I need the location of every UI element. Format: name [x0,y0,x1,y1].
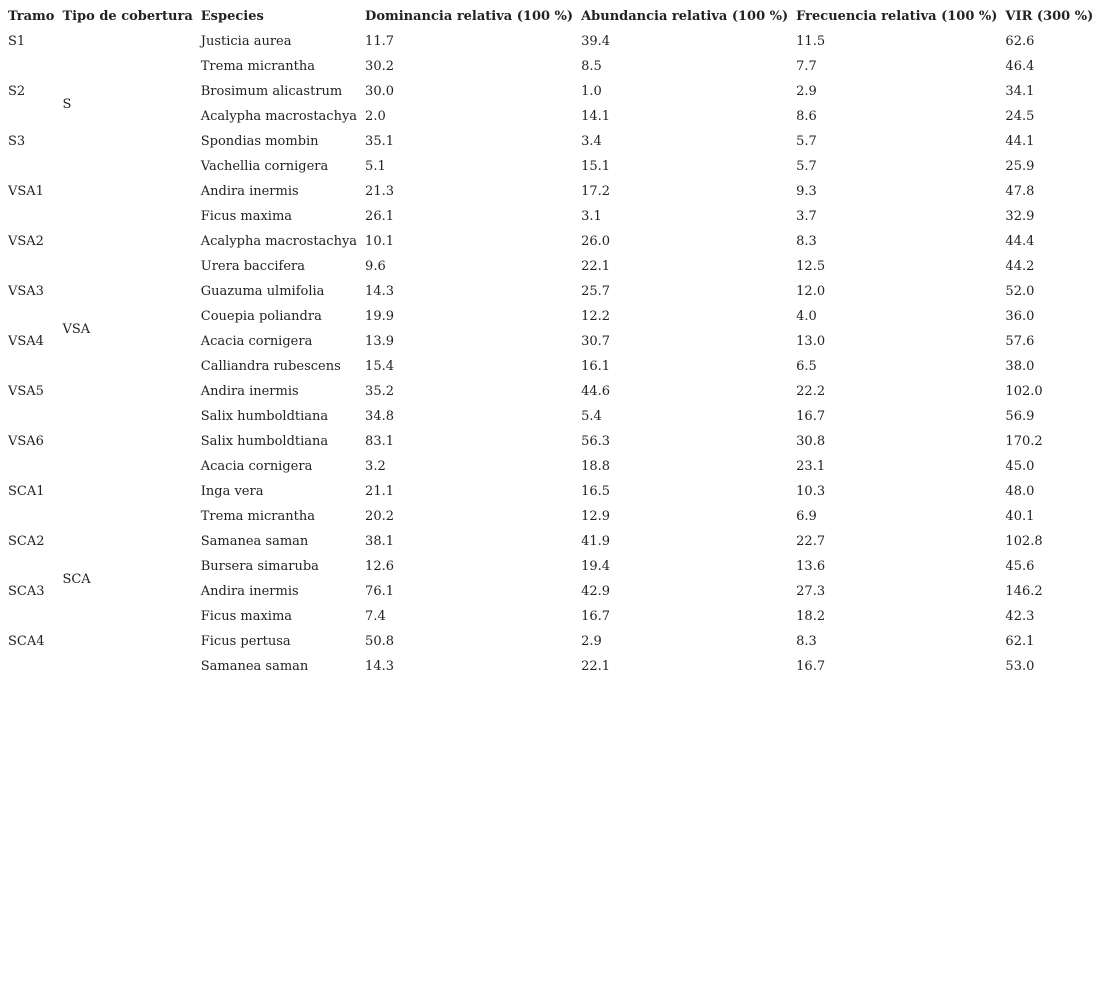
dominancia-cell: 13.9 [365,334,394,349]
vir-cell: 44.1 [1005,134,1035,149]
especie-cell: Justicia aurea [200,34,292,49]
abundancia-cell: 22.1 [581,659,611,674]
abundancia-cell: 14.1 [581,109,611,124]
header-especies: Especies [200,9,264,24]
abundancia-cell: 26.0 [581,234,611,249]
dominancia-cell: 35.2 [365,384,394,399]
abundancia-cell: 15.1 [581,159,611,174]
tramo-cell-empty [4,304,58,329]
dominancia-cell: 21.3 [365,184,394,199]
frecuencia-cell: 5.7 [796,159,817,174]
frecuencia-cell: 8.3 [796,234,817,249]
frecuencia-cell: 16.7 [796,659,826,674]
vir-cell: 62.6 [1005,34,1035,49]
header-vir: VIR (300 %) [1005,9,1094,24]
abundancia-cell: 18.8 [581,459,611,474]
tramo-cell: SCA3 [8,584,45,599]
especie-cell: Bursera simaruba [200,559,319,574]
especie-cell: Acacia cornigera [200,334,313,349]
header-tipo-cobertura: Tipo de cobertura [62,9,193,24]
vir-cell: 46.4 [1005,59,1035,74]
abundancia-cell: 25.7 [581,284,611,299]
abundancia-cell: 1.0 [581,84,602,99]
vir-cell: 44.4 [1005,234,1035,249]
dominancia-cell: 83.1 [365,434,394,449]
especie-cell: Salix humboldtiana [200,434,329,449]
abundancia-cell: 12.2 [581,309,611,324]
frecuencia-cell: 10.3 [796,484,826,499]
dominancia-cell: 76.1 [365,584,394,599]
frecuencia-cell: 4.0 [796,309,817,324]
abundancia-cell: 44.6 [581,384,611,399]
dominancia-cell: 38.1 [365,534,394,549]
tramo-cell: VSA5 [8,384,44,399]
abundancia-cell: 39.4 [581,34,611,49]
especie-cell: Brosimum alicastrum [200,84,343,99]
especie-cell: Ficus pertusa [200,634,291,649]
dominancia-cell: 21.1 [365,484,394,499]
tramo-cell-empty [4,654,58,679]
dominancia-cell: 12.6 [365,559,394,574]
frecuencia-cell: 22.2 [796,384,826,399]
tramo-cell-empty [4,104,58,129]
frecuencia-cell: 23.1 [796,459,826,474]
vir-cell: 102.0 [1005,384,1043,399]
species-table [4,4,1097,679]
frecuencia-cell: 13.0 [796,334,826,349]
abundancia-cell: 3.4 [581,134,602,149]
especie-cell: Andira inermis [200,384,299,399]
abundancia-cell: 16.1 [581,359,611,374]
tipo-cobertura-cell: SCA [62,571,91,587]
frecuencia-cell: 2.9 [796,84,817,99]
especie-cell: Samanea saman [200,534,309,549]
abundancia-cell: 16.7 [581,609,611,624]
dominancia-cell: 2.0 [365,109,386,124]
tramo-cell: VSA2 [8,234,44,249]
tipo-cobertura-cell: VSA [62,321,91,337]
table-row [4,29,1097,54]
tramo-cell: VSA3 [8,284,44,299]
dominancia-cell: 35.1 [365,134,394,149]
especie-cell: Spondias mombin [200,134,319,149]
tramo-cell: S1 [8,34,26,49]
dominancia-cell: 20.2 [365,509,394,524]
frecuencia-cell: 9.3 [796,184,817,199]
tramo-cell: VSA6 [8,434,44,449]
tramo-cell: VSA1 [8,184,44,199]
vir-cell: 40.1 [1005,509,1035,524]
table-row [4,479,1097,504]
frecuencia-cell: 12.0 [796,284,826,299]
dominancia-cell: 3.2 [365,459,386,474]
tramo-cell-empty [4,354,58,379]
especie-cell: Andira inermis [200,184,299,199]
tramo-cell-empty [4,554,58,579]
frecuencia-cell: 27.3 [796,584,826,599]
tipo-cobertura-cell: S [62,96,72,112]
tramo-cell: VSA4 [8,334,44,349]
vir-cell: 56.9 [1005,409,1035,424]
frecuencia-cell: 3.7 [796,209,817,224]
tramo-cell: SCA2 [8,534,45,549]
frecuencia-cell: 6.9 [796,509,817,524]
dominancia-cell: 19.9 [365,309,394,324]
especie-cell: Acalypha macrostachya [200,109,358,124]
abundancia-cell: 12.9 [581,509,611,524]
abundancia-cell: 22.1 [581,259,611,274]
vir-cell: 45.0 [1005,459,1035,474]
frecuencia-cell: 5.7 [796,134,817,149]
especie-cell: Guazuma ulmifolia [200,284,325,299]
especie-cell: Vachellia cornigera [200,159,329,174]
tramo-cell-empty [4,254,58,279]
vir-cell: 32.9 [1005,209,1035,224]
especie-cell: Ficus maxima [200,609,293,624]
dominancia-cell: 50.8 [365,634,394,649]
abundancia-cell: 5.4 [581,409,602,424]
abundancia-cell: 8.5 [581,59,602,74]
vir-cell: 34.1 [1005,84,1035,99]
frecuencia-cell: 30.8 [796,434,826,449]
tramo-cell-empty [4,54,58,79]
abundancia-cell: 19.4 [581,559,611,574]
header-frecuencia: Frecuencia relativa (100 %) [796,9,998,24]
especie-cell: Urera baccifera [200,259,305,274]
abundancia-cell: 56.3 [581,434,611,449]
especie-cell: Trema micrantha [200,59,315,74]
dominancia-cell: 26.1 [365,209,394,224]
vir-cell: 36.0 [1005,309,1035,324]
frecuencia-cell: 8.3 [796,634,817,649]
frecuencia-cell: 18.2 [796,609,826,624]
frecuencia-cell: 12.5 [796,259,826,274]
vir-cell: 47.8 [1005,184,1035,199]
header-abundancia: Abundancia relativa (100 %) [581,9,789,24]
abundancia-cell: 2.9 [581,634,602,649]
dominancia-cell: 7.4 [365,609,386,624]
tramo-cell: SCA4 [8,634,45,649]
vir-cell: 53.0 [1005,659,1035,674]
especie-cell: Samanea saman [200,659,309,674]
dominancia-cell: 9.6 [365,259,386,274]
vir-cell: 146.2 [1005,584,1043,599]
header-tramo: Tramo [8,9,55,24]
especie-cell: Acalypha macrostachya [200,234,358,249]
especie-cell: Andira inermis [200,584,299,599]
vir-cell: 52.0 [1005,284,1035,299]
tramo-cell-empty [4,604,58,629]
vir-cell: 170.2 [1005,434,1043,449]
abundancia-cell: 30.7 [581,334,611,349]
frecuencia-cell: 8.6 [796,109,817,124]
dominancia-cell: 30.2 [365,59,394,74]
abundancia-cell: 17.2 [581,184,611,199]
abundancia-cell: 41.9 [581,534,611,549]
tramo-cell-empty [4,204,58,229]
tramo-cell: SCA1 [8,484,45,499]
tramo-cell: S2 [8,84,26,99]
tramo-cell-empty [4,454,58,479]
dominancia-cell: 15.4 [365,359,394,374]
especie-cell: Ficus maxima [200,209,293,224]
frecuencia-cell: 11.5 [796,34,826,49]
tramo-cell-empty [4,504,58,529]
table-row [4,179,1097,204]
tramo-cell: S3 [8,134,26,149]
vir-cell: 102.8 [1005,534,1043,549]
dominancia-cell: 11.7 [365,34,394,49]
vir-cell: 44.2 [1005,259,1035,274]
dominancia-cell: 34.8 [365,409,394,424]
especie-cell: Calliandra rubescens [200,359,341,374]
tramo-cell-empty [4,404,58,429]
vir-cell: 48.0 [1005,484,1035,499]
frecuencia-cell: 22.7 [796,534,826,549]
tramo-cell-empty [4,154,58,179]
header-dominancia: Dominancia relativa (100 %) [365,9,574,24]
especie-cell: Couepia poliandra [200,309,322,324]
header-row [4,4,1097,29]
frecuencia-cell: 6.5 [796,359,817,374]
dominancia-cell: 5.1 [365,159,386,174]
vir-cell: 38.0 [1005,359,1035,374]
frecuencia-cell: 13.6 [796,559,826,574]
dominancia-cell: 14.3 [365,284,394,299]
vir-cell: 57.6 [1005,334,1035,349]
dominancia-cell: 30.0 [365,84,394,99]
vir-cell: 42.3 [1005,609,1035,624]
vir-cell: 25.9 [1005,159,1035,174]
dominancia-cell: 14.3 [365,659,394,674]
especie-cell: Acacia cornigera [200,459,313,474]
frecuencia-cell: 7.7 [796,59,817,74]
vir-cell: 62.1 [1005,634,1035,649]
especie-cell: Salix humboldtiana [200,409,329,424]
vir-cell: 24.5 [1005,109,1035,124]
especie-cell: Trema micrantha [200,509,315,524]
abundancia-cell: 42.9 [581,584,611,599]
abundancia-cell: 3.1 [581,209,602,224]
especie-cell: Inga vera [200,484,264,499]
frecuencia-cell: 16.7 [796,409,826,424]
dominancia-cell: 10.1 [365,234,394,249]
vir-cell: 45.6 [1005,559,1035,574]
abundancia-cell: 16.5 [581,484,611,499]
